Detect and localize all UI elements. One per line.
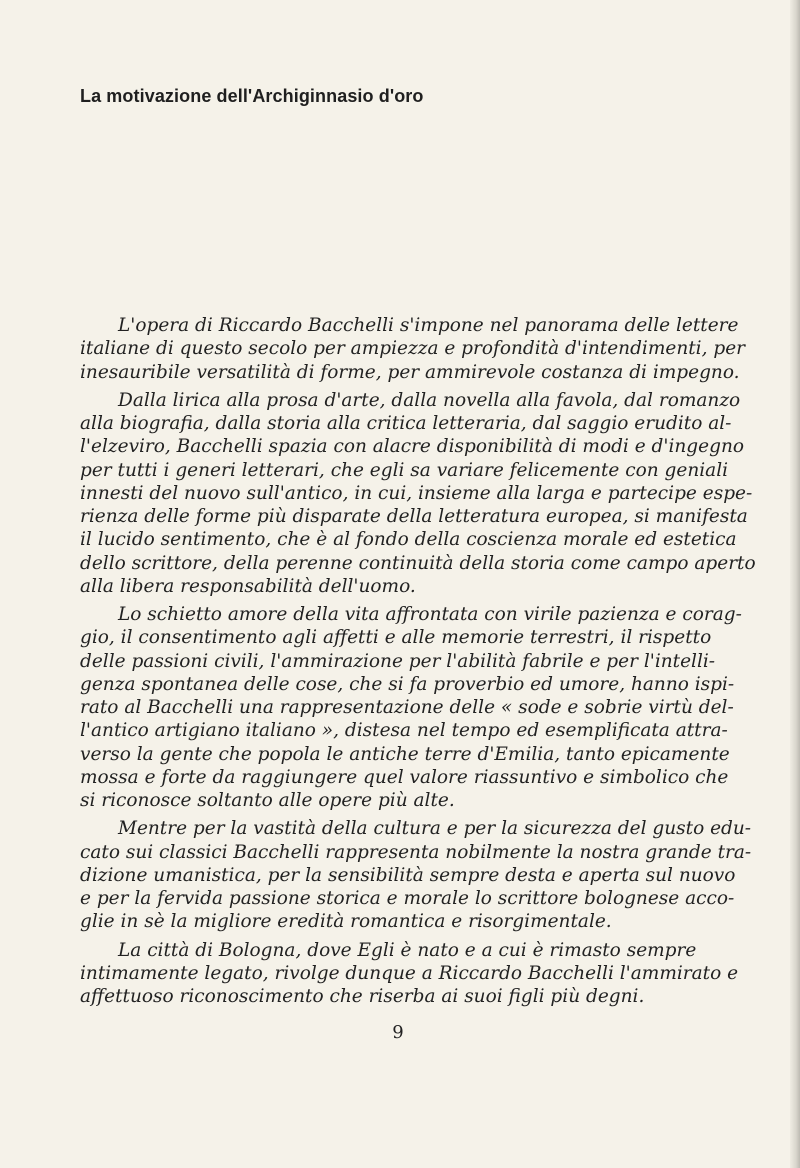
text-line: Mentre per la vastità della cultura e per la sicurezza del gusto edu- bbox=[118, 818, 752, 840]
text-line: l'antico artigiano italiano », distesa nel tempo ed esemplificata attra- bbox=[80, 720, 728, 742]
text-line: alla libera responsabilità dell'uomo. bbox=[80, 575, 416, 597]
text-line: inesauribile versatilità di forme, per ammirevole costanza di impegno. bbox=[80, 361, 740, 383]
page-heading: La motivazione dell'Archiginnasio d'oro bbox=[80, 86, 424, 106]
text-line: affettuoso riconoscimento che riserba ai suoi figli più degni. bbox=[80, 986, 645, 1007]
text-line: per tutti i generi letterari, che egli sa variare felicemente con geniali bbox=[80, 459, 729, 481]
paragraph bbox=[80, 817, 752, 933]
text-line: e per la fervida passione storica e morale lo scrittore bolognese acco- bbox=[80, 888, 735, 909]
text-line: dizione umanistica, per la sensibilità sempre desta e aperta sul nuovo bbox=[80, 864, 736, 886]
paragraph bbox=[80, 939, 739, 1009]
text-line: gio, il consentimento agli affetti e alle memorie terrestri, il rispetto bbox=[80, 627, 712, 649]
text-line: dello scrittore, della perenne continuità della storia come campo aperto bbox=[80, 552, 756, 574]
text-line: verso la gente che popola le antiche terre d'Emilia, tanto epicamente bbox=[80, 743, 730, 765]
paragraph bbox=[80, 603, 742, 812]
text-line: Dalla lirica alla prosa d'arte, dalla novella alla favola, dal romanzo bbox=[118, 389, 741, 411]
paragraph bbox=[80, 389, 756, 598]
text-line: rato al Bacchelli una rappresentazione delle « sode e sobrie virtù del- bbox=[80, 697, 734, 718]
text-line: La città di Bologna, dove Egli è nato e a cui è rimasto sempre bbox=[118, 939, 697, 961]
paragraph bbox=[80, 314, 745, 384]
text-line: si riconosce soltanto alle opere più alte. bbox=[80, 790, 455, 811]
text-line: Lo schietto amore della vita affrontata con virile pazienza e corag- bbox=[118, 604, 742, 625]
text-line: rienza delle forme più disparate della letteratura europea, si manifesta bbox=[80, 506, 748, 527]
text-line: genza spontanea delle cose, che si fa proverbio ed umore, hanno ispi- bbox=[80, 673, 735, 695]
text-line: mossa e forte da raggiungere quel valore riassuntivo e simbolico che bbox=[80, 766, 729, 788]
text-line: delle passioni civili, l'ammirazione per l'abilità fabrile e per l'intelli- bbox=[80, 650, 716, 672]
text-line: il lucido sentimento, che è al fondo della coscienza morale ed estetica bbox=[80, 529, 737, 551]
text-line: L'opera di Riccardo Bacchelli s'impone nel panorama delle lettere bbox=[118, 315, 739, 336]
text-line: alla biografia, dalla storia alla critica letteraria, dal saggio erudito al- bbox=[80, 413, 732, 434]
page-edge-shadow bbox=[790, 0, 800, 1168]
body-text bbox=[80, 314, 756, 1013]
text-line: l'elzeviro, Bacchelli spazia con alacre disponibilità di modi e d'ingegno bbox=[80, 436, 744, 458]
text-line: glie in sè la migliore eredità romantica e risorgimentale. bbox=[80, 911, 612, 933]
text-line: intimamente legato, rivolge dunque a Riccardo Bacchelli l'ammirato e bbox=[80, 962, 739, 984]
text-line: italiane di questo secolo per ampiezza e profondità d'intendimenti, per bbox=[80, 338, 745, 360]
text-line: cato sui classici Bacchelli rappresenta nobilmente la nostra grande tra- bbox=[80, 841, 752, 863]
text-line: innesti del nuovo sull'antico, in cui, insieme alla larga e partecipe espe- bbox=[80, 482, 753, 504]
page-number: 9 bbox=[392, 1022, 404, 1043]
